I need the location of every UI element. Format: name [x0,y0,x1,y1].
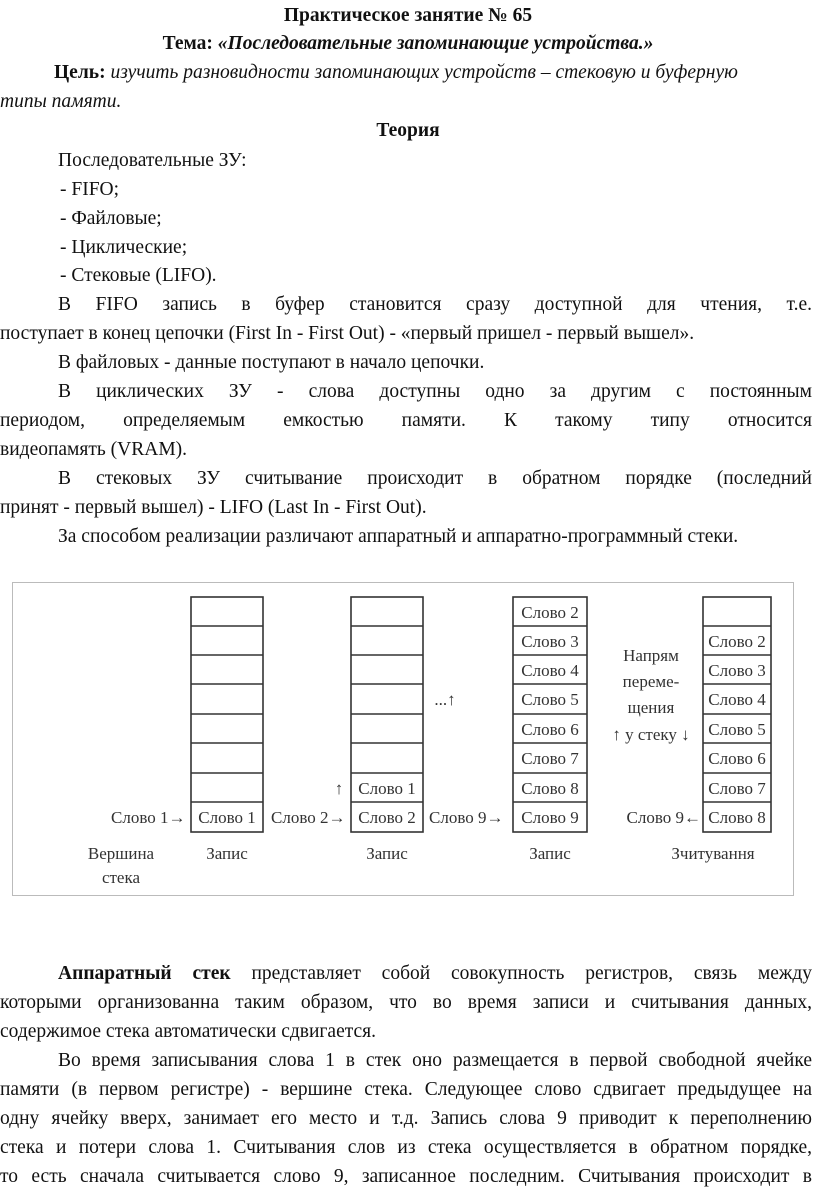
output-word-9: Слово 9← [626,808,701,827]
write-process-line-1: Во время записывания слова 1 в стек оно размещается в первой свободной ячейке [58,1050,812,1071]
page-title: Практическое занятие № 65 [283,5,533,26]
write-process-line-3: одну ячейку вверх, занимает его место и т.д. Запись слова 9 приводит к переполнению [0,1108,812,1129]
stack-diagram [12,582,794,896]
stack1-cell-label: Слово 1 [198,808,256,827]
topic-line [0,30,816,58]
paragraph-cyclic-1: В циклических ЗУ - слова доступны одно за другим с постоянным [58,381,812,402]
overflow-arrow-icon: ...↑ [434,690,456,709]
direction-arrows: ↑ у стеку ↓ [612,725,690,744]
hardware-stack-def: представляет собой совокупность регистров, связь между [251,963,812,984]
theory-heading: Теория [376,120,440,141]
stack3-cell-label: Слово 5 [521,690,579,709]
stack3-cell-label: Слово 3 [521,632,579,651]
stack4-cell-label: Слово 7 [708,779,766,798]
stack2-cell-label: Слово 1 [358,779,416,798]
direction-line: Напрям [623,646,679,665]
stack4-cell-label: Слово 4 [708,690,766,709]
direction-line: щения [627,698,675,717]
stack-2 [351,597,423,832]
caption-write-3: Запис [529,844,571,863]
stack4-cell-label: Слово 2 [708,632,766,651]
stack4-cell-label: Слово 8 [708,808,766,827]
stack3-cell-label: Слово 2 [521,603,579,622]
hardware-stack-term: Аппаратный стек [58,963,231,984]
caption-stack-top-1: Вершина [87,844,155,863]
list-title: Последовательные ЗУ: [58,150,247,171]
caption-read: Зчитування [671,844,755,863]
topic-text: «Последовательные запоминающие устройства.» [217,33,654,54]
goal-label: Цель: [54,62,106,83]
goal-text: изучить разновидности запоминающих устройств – стековую и буферную [110,62,738,83]
paragraph-cyclic-2: периодом, определяемым емкостью памяти. К такому типу относится [0,410,812,431]
paragraph-cyclic-3: видеопамять (VRAM). [0,439,188,460]
list-item: - Циклические; [60,237,188,258]
up-arrow-icon: ↑ [334,779,344,798]
input-word-1: Слово 1→ [111,808,186,827]
direction-line: переме- [622,672,680,691]
input-word-2: Слово 2→ [271,808,346,827]
topic-label: Тема: [162,33,213,54]
write-process-line-2: памяти (в первом регистре) - вершине стека. Следующее слово сдвигает предыдущее на [0,1079,812,1100]
stack4-cell-label: Слово 3 [708,661,766,680]
stack4-cell-label: Слово 5 [708,720,766,739]
stack-diagram-svg [13,583,793,895]
goal-text-cont: типы памяти. [0,91,122,112]
input-word-9: Слово 9→ [429,808,504,827]
paragraph-fifo-2: поступает в конец цепочки (First In - First Out) - «первый пришел - первый вышел». [0,323,695,344]
paragraph-stack-2: принят - первый вышел) - LIFO (Last In - First Out). [0,497,427,518]
paragraph-impl: За способом реализации различают аппаратный и аппаратно-программный стеки. [58,526,739,547]
paragraph-stack-1: В стековых ЗУ считывание происходит в обратном порядке (последний [58,468,812,489]
stack-1 [191,597,263,832]
hardware-stack-line-2: которыми организованна таким образом, что во время записи и считывания данных, [0,992,812,1013]
list-item: - Стековые (LIFO). [60,265,217,286]
stack4-cell-label: Слово 6 [708,749,766,768]
write-process-line-4: стека и потери слова 1. Считывания слов из стека осуществляется в обратном порядке, [0,1137,812,1158]
stack-4 [703,597,771,832]
paragraph-file: В файловых - данные поступают в начало цепочки. [58,352,485,373]
caption-write-2: Запис [366,844,408,863]
goal-line [54,59,738,87]
list-item: - Файловые; [60,208,162,229]
stack3-cell-label: Слово 8 [521,779,579,798]
write-process-line-5: то есть сначала считывается слово 9, записанное последним. Считывания происходит в [0,1166,812,1187]
paragraph-fifo-1: В FIFO запись в буфер становится сразу доступной для чтения, т.е. [58,294,812,315]
hardware-stack-line-3: содержимое стека автоматически сдвигается. [0,1021,376,1042]
stack3-cell-label: Слово 7 [521,749,579,768]
hardware-stack-line-1 [58,960,812,988]
caption-write-1: Запис [206,844,248,863]
caption-stack-top-2: стека [101,868,141,887]
stack3-cell-label: Слово 9 [521,808,579,827]
stack3-cell-label: Слово 6 [521,720,579,739]
stack3-cell-label: Слово 4 [521,661,579,680]
list-item: - FIFO; [60,179,120,200]
stack-3 [513,597,587,832]
stack2-cell-label: Слово 2 [358,808,416,827]
